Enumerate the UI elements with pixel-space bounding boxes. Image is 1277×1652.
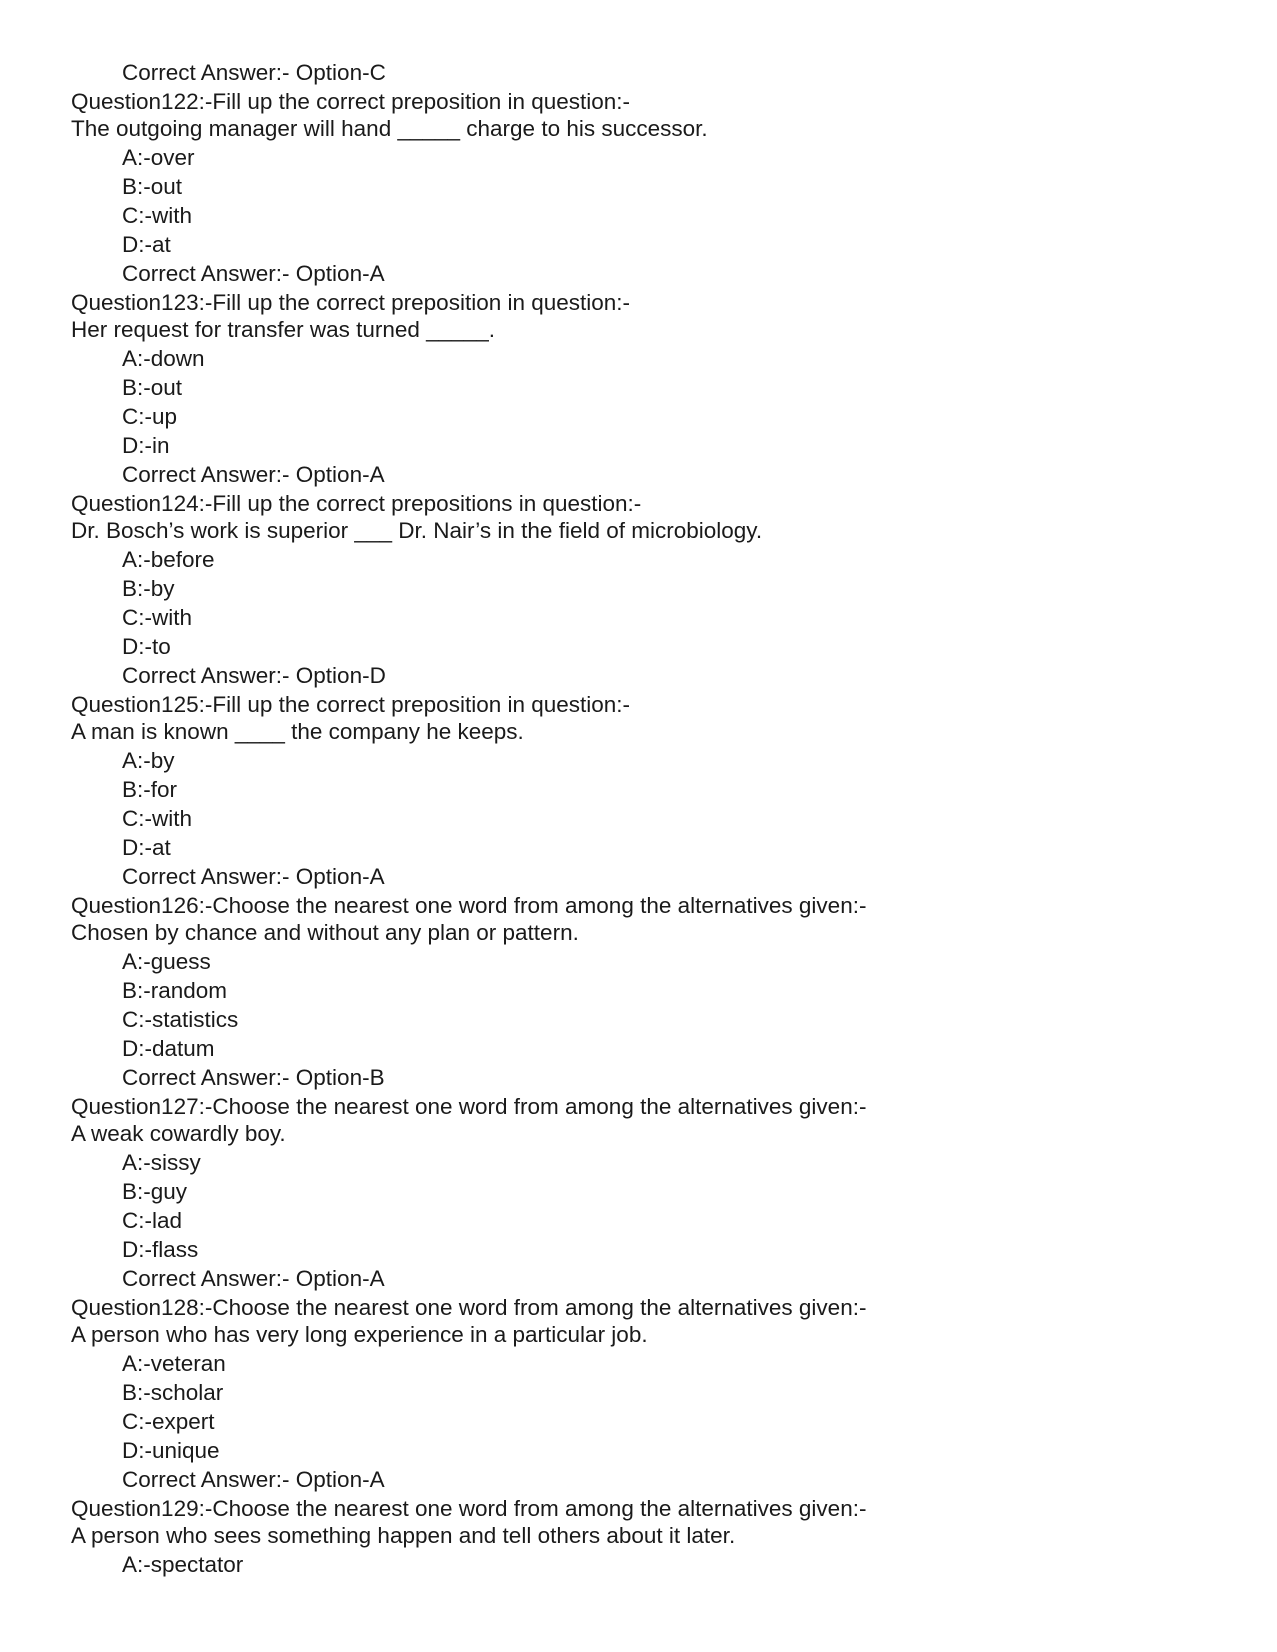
option: C:-statistics (122, 1007, 239, 1032)
question-stem: The outgoing manager will hand _____ charge to his successor. (71, 116, 708, 141)
option: B:-out (122, 375, 183, 400)
option: C:-with (122, 806, 193, 831)
option: B:-out (122, 174, 183, 199)
correct-answer: Correct Answer:- Option-A (122, 261, 385, 286)
option: A:-down (122, 346, 205, 371)
correct-answer: Correct Answer:- Option-A (122, 1467, 385, 1492)
question-heading: Question123:-Fill up the correct preposition in question:- (71, 290, 631, 315)
question-heading: Question126:-Choose the nearest one word from among the alternatives given:- (71, 893, 867, 918)
option: C:-up (122, 404, 178, 429)
option: B:-random (122, 978, 228, 1003)
question-heading: Question125:-Fill up the correct preposition in question:- (71, 692, 631, 717)
option: D:-datum (122, 1036, 215, 1061)
question-heading: Question124:-Fill up the correct prepositions in question:- (71, 491, 642, 516)
option: C:-lad (122, 1208, 183, 1233)
option: B:-guy (122, 1179, 188, 1204)
option: D:-unique (122, 1438, 220, 1463)
correct-answer: Correct Answer:- Option-C (122, 60, 386, 85)
option: A:-over (122, 145, 195, 170)
question-stem: A weak cowardly boy. (71, 1121, 286, 1146)
correct-answer: Correct Answer:- Option-A (122, 864, 385, 889)
correct-answer: Correct Answer:- Option-A (122, 462, 385, 487)
correct-answer: Correct Answer:- Option-B (122, 1065, 385, 1090)
option: D:-at (122, 835, 171, 860)
option: B:-scholar (122, 1380, 224, 1405)
question-stem: Chosen by chance and without any plan or pattern. (71, 920, 579, 945)
question-stem: Dr. Bosch’s work is superior ___ Dr. Nair’s in the field of microbiology. (71, 518, 763, 543)
correct-answer: Correct Answer:- Option-D (122, 663, 386, 688)
option: A:-by (122, 748, 175, 773)
option: D:-at (122, 232, 171, 257)
option: A:-guess (122, 949, 211, 974)
question-heading: Question127:-Choose the nearest one word from among the alternatives given:- (71, 1094, 867, 1119)
option: D:-in (122, 433, 170, 458)
question-stem: A person who sees something happen and tell others about it later. (71, 1523, 736, 1548)
option: D:-flass (122, 1237, 199, 1262)
question-stem: Her request for transfer was turned _____. (71, 317, 495, 342)
option: C:-expert (122, 1409, 215, 1434)
question-stem: A person who has very long experience in a particular job. (71, 1322, 648, 1347)
option: C:-with (122, 605, 193, 630)
question-heading: Question129:-Choose the nearest one word from among the alternatives given:- (71, 1496, 867, 1521)
question-stem: A man is known ____ the company he keeps. (71, 719, 524, 744)
option: A:-sissy (122, 1150, 201, 1175)
question-heading: Question128:-Choose the nearest one word from among the alternatives given:- (71, 1295, 867, 1320)
option: D:-to (122, 634, 171, 659)
correct-answer: Correct Answer:- Option-A (122, 1266, 385, 1291)
question-heading: Question122:-Fill up the correct preposition in question:- (71, 89, 631, 114)
option: A:-spectator (122, 1552, 244, 1577)
option: A:-before (122, 547, 215, 572)
option: A:-veteran (122, 1351, 226, 1376)
option: C:-with (122, 203, 193, 228)
option: B:-by (122, 576, 175, 601)
option: B:-for (122, 777, 178, 802)
